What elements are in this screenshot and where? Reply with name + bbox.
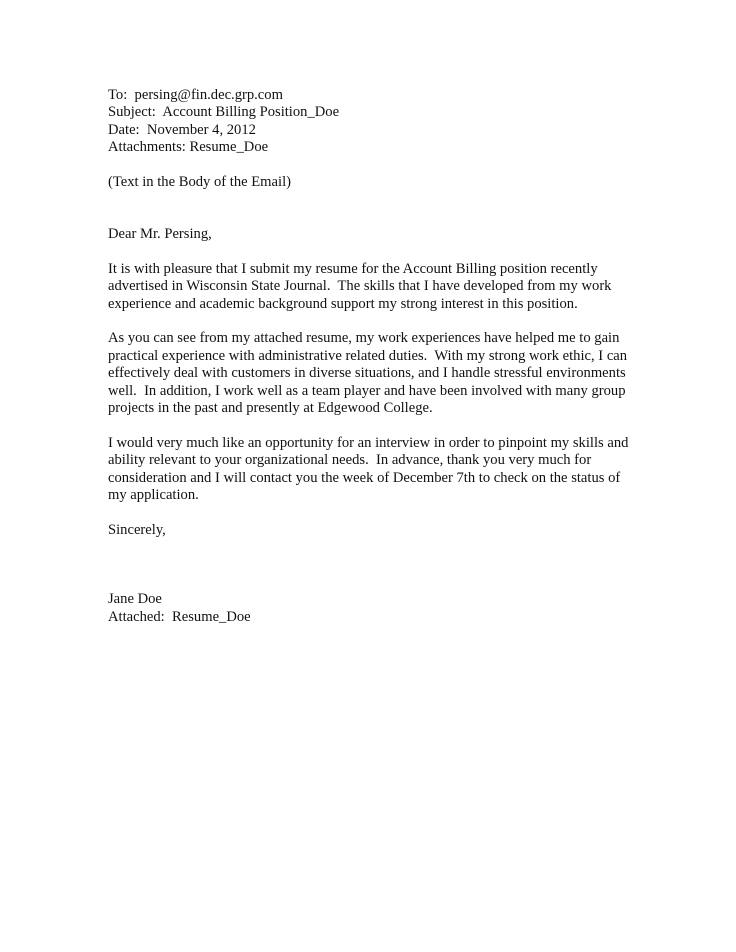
paragraph-line: practical experience with administrative related duties. With my strong work ethic, I can (108, 347, 628, 364)
subject-line: Subject: Account Billing Position_Doe (108, 104, 340, 121)
paragraph-1 (108, 261, 668, 313)
signature-name: Jane Doe (108, 591, 162, 608)
paragraph-line: I would very much like an opportunity for an interview in order to pinpoint my skills and (108, 434, 629, 451)
signature-attached: Attached: Resume_Doe (108, 608, 251, 625)
closing: Sincerely, (108, 521, 166, 538)
email-header (108, 87, 668, 157)
paragraph-line: advertised in Wisconsin State Journal. The skills that I have developed from my work (108, 278, 612, 295)
salutation: Dear Mr. Persing, (108, 226, 212, 243)
paragraph-line: ability relevant to your organizational needs. In advance, thank you very much for (108, 452, 592, 469)
paragraph-line: projects in the past and presently at Edgewood College. (108, 400, 433, 417)
paragraph-line: consideration and I will contact you the week of December 7th to check on the status of (108, 469, 621, 486)
paragraph-line: As you can see from my attached resume, my work experiences have helped me to gain (108, 330, 620, 347)
paragraph-2 (108, 330, 668, 417)
paragraph-line: experience and academic background support my strong interest in this position. (108, 295, 578, 312)
paragraph-3 (108, 435, 668, 505)
paragraph-line: It is with pleasure that I submit my resume for the Account Billing position recently (108, 260, 598, 277)
attachments-line: Attachments: Resume_Doe (108, 139, 269, 156)
paragraph-line: effectively deal with customers in diverse situations, and I handle stressful environments (108, 365, 626, 382)
paragraph-line: my application. (108, 486, 199, 503)
paragraph-line: well. In addition, I work well as a team player and have been involved with many group (108, 382, 626, 399)
body-note: (Text in the Body of the Email) (108, 173, 291, 190)
to-line: To: persing@fin.dec.grp.com (108, 87, 283, 103)
date-line: Date: November 4, 2012 (108, 121, 256, 138)
letter-page (108, 87, 668, 626)
